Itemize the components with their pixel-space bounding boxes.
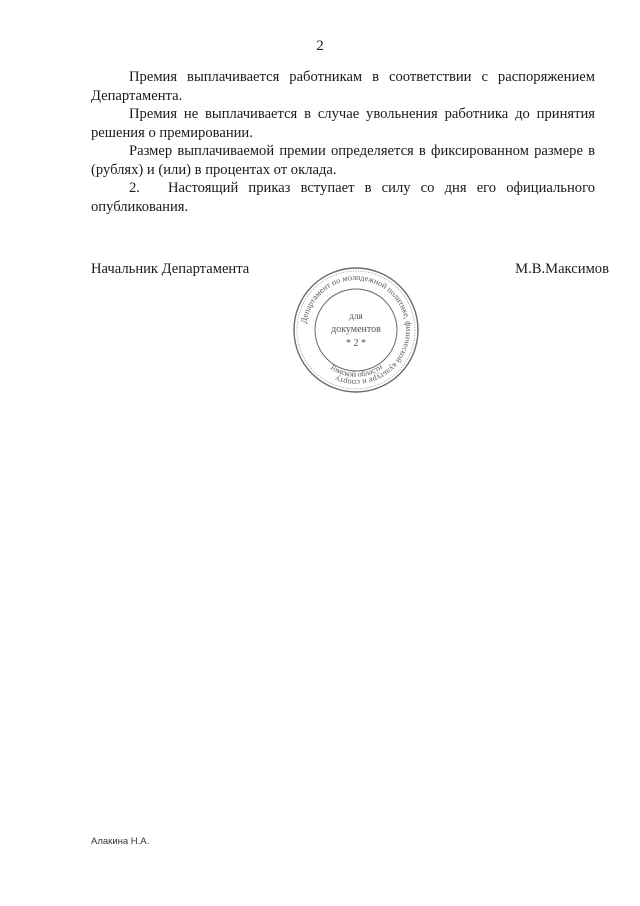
item-2-text: Настоящий приказ вступает в силу со дня его официального: [168, 180, 595, 196]
signature-title: Начальник Департамента: [91, 261, 250, 277]
item-2: [91, 179, 595, 198]
signature-name: М.В.Максимов: [515, 261, 609, 277]
official-stamp: [291, 265, 421, 395]
paragraph-bonus-not-paid: Премия не выплачивается в случае увольнения работника до принятия решения о премировании.: [91, 106, 595, 141]
stamp-outer-text: Департамент по молодежной политике, физической культуре и спорту: [299, 272, 414, 388]
item-2-number: 2.: [129, 180, 140, 196]
paragraph-bonus-amount: Размер выплачиваемой премии определяется в фиксированном размере в (рублях) и (или) в процентах от оклада.: [91, 143, 595, 178]
stamp-center-line2: документов: [331, 324, 381, 335]
stamp-center-line3: * 2 *: [346, 338, 366, 349]
item-2-continuation: опубликования.: [91, 198, 189, 215]
document-body: [91, 68, 595, 216]
paragraph-bonus-payment: Премия выплачивается работникам в соответствии с распоряжением Департамента.: [91, 69, 595, 104]
stamp-region-text: Томской области: [328, 362, 384, 379]
executor-name: Алакина Н.А.: [91, 836, 150, 847]
stamp-center-line1: для: [349, 311, 363, 321]
page-number: 2: [316, 38, 324, 54]
